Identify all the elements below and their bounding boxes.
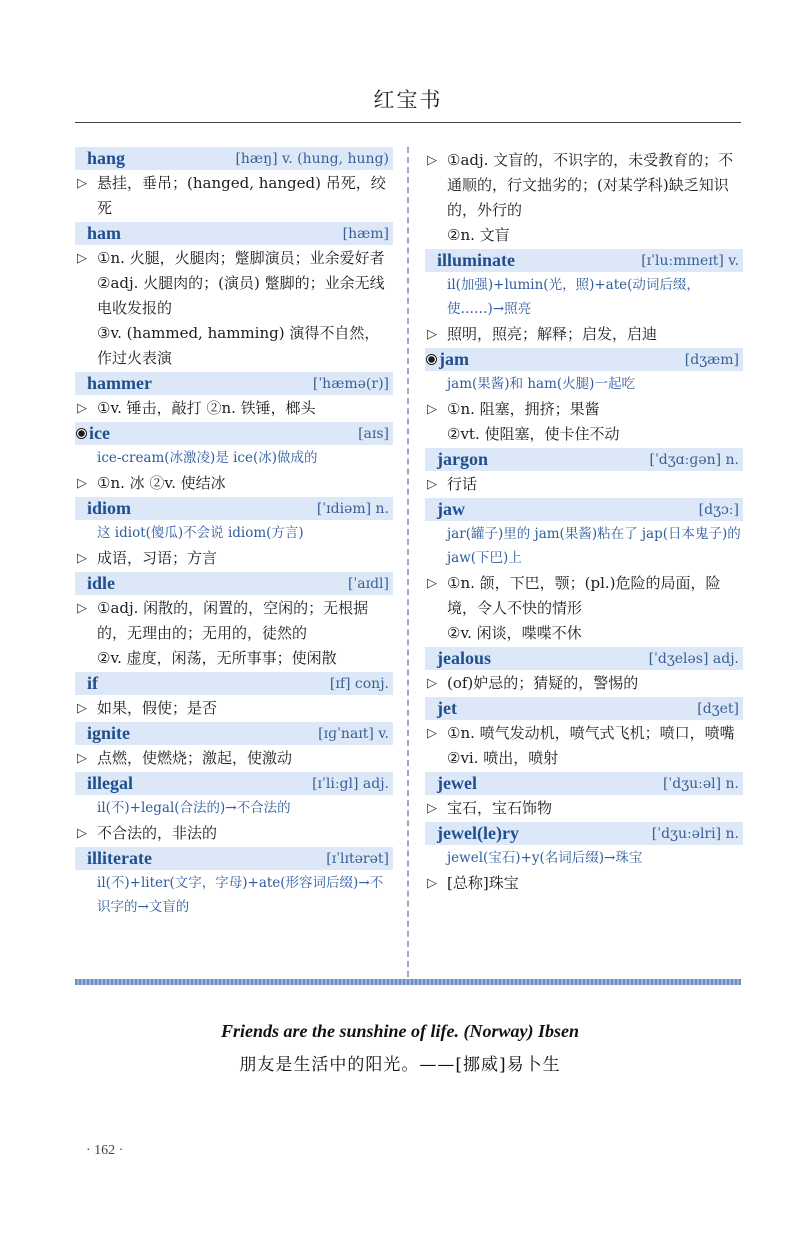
column-divider bbox=[407, 147, 409, 977]
dictionary-entry bbox=[425, 822, 743, 896]
entry-pronunciation: [ˈhæmə(r)] bbox=[312, 375, 389, 392]
entry-word: illuminate bbox=[437, 250, 516, 270]
definition-sense: ①n. 火腿，火腿肉；蹩脚演员；业余爱好者 bbox=[97, 249, 385, 267]
definition-triangle-icon: ▷ bbox=[77, 751, 87, 766]
quote-chinese: 朋友是生活中的阳光。——[挪威]易卜生 bbox=[239, 1055, 561, 1075]
entry-word: illegal bbox=[87, 773, 133, 793]
definition-triangle-icon: ▷ bbox=[427, 726, 437, 741]
definition-sense: (of)妒忌的；猜疑的，警惕的 bbox=[447, 674, 639, 692]
page-header bbox=[75, 78, 741, 123]
entry-word: jealous bbox=[437, 648, 491, 668]
definition-sense: ②v. 闲谈，喋喋不休 bbox=[447, 624, 582, 642]
dictionary-entry bbox=[75, 422, 393, 496]
entry-mnemonic: jam(果酱)和 ham(火腿)一起吃 bbox=[447, 376, 635, 392]
page-header-title: 红宝书 bbox=[373, 88, 443, 112]
entry-definition bbox=[425, 322, 743, 347]
entry-pronunciation: [dʒet] bbox=[697, 700, 739, 717]
entry-definition bbox=[75, 821, 393, 846]
entry-headword-bar bbox=[75, 497, 393, 520]
definition-triangle-icon: ▷ bbox=[427, 676, 437, 691]
key-word-bullet-icon bbox=[426, 354, 437, 365]
dictionary-entry bbox=[75, 572, 393, 671]
definition-triangle-icon: ▷ bbox=[77, 251, 87, 266]
definition-sense: 如果，假使；是否 bbox=[97, 699, 218, 717]
definition-triangle-icon: ▷ bbox=[77, 476, 87, 491]
entry-word: if bbox=[87, 673, 98, 693]
entry-word: jam bbox=[439, 349, 469, 369]
entry-pronunciation: [ˈdʒeləs] adj. bbox=[648, 650, 739, 667]
definition-sense: 照明，照亮；解释；启发，启迪 bbox=[447, 325, 658, 343]
entry-headword-bar bbox=[75, 147, 393, 170]
entry-definition bbox=[425, 721, 743, 771]
definition-sense: ①n. 阻塞，拥挤；果酱 bbox=[447, 400, 600, 418]
entry-definition bbox=[75, 596, 393, 671]
definition-triangle-icon: ▷ bbox=[427, 576, 437, 591]
definition-sense: ①adj. 闲散的，闲置的，空闲的；无根据的，无理由的；无用的，徒然的 bbox=[97, 599, 369, 642]
definition-sense: ②adj. 火腿肉的；(演员) 蹩脚的；业余无线电收发报的 bbox=[97, 274, 385, 317]
entry-pronunciation: [ˈdʒuːəl] n. bbox=[662, 775, 739, 792]
entry-definition bbox=[425, 571, 743, 646]
entry-pronunciation: [dʒæm] bbox=[684, 351, 739, 368]
entry-mnemonic: il(不)+liter(文字，字母)+ate(形容词后缀)→不识字的→文盲的 bbox=[97, 875, 384, 915]
dictionary-entry bbox=[75, 222, 393, 371]
entry-definition bbox=[425, 671, 743, 696]
entry-word: ignite bbox=[87, 723, 130, 743]
entry-word: jewel bbox=[437, 773, 477, 793]
definition-triangle-icon: ▷ bbox=[427, 876, 437, 891]
entry-pronunciation: [hæm] bbox=[342, 225, 389, 242]
quote-english: Friends are the sunshine of life. (Norway) Ibsen bbox=[220, 1021, 580, 1041]
entry-definition bbox=[425, 472, 743, 497]
dictionary-entry bbox=[75, 772, 393, 846]
dictionary-entry bbox=[425, 249, 743, 347]
dictionary-entry bbox=[425, 448, 743, 497]
definition-sense: ②vt. 使阻塞，使卡住不动 bbox=[447, 425, 620, 443]
definition-triangle-icon: ▷ bbox=[427, 402, 437, 417]
entry-mnemonic: il(加强)+lumin(光，照)+ate(动词后缀，使……)→照亮 bbox=[447, 277, 700, 317]
entry-headword-bar bbox=[75, 422, 393, 445]
entry-pronunciation: [aɪs] bbox=[358, 425, 389, 442]
definition-sense: ①n. 喷气发动机，喷气式飞机；喷口，喷嘴 bbox=[447, 724, 735, 742]
entry-mnemonic: il(不)+legal(合法的)→不合法的 bbox=[97, 800, 291, 816]
entry-word: ice bbox=[89, 423, 110, 443]
entry-pronunciation: [ˈaɪdl] bbox=[347, 575, 389, 592]
key-word-bullet-icon bbox=[76, 428, 87, 439]
entry-mnemonic: ice-cream(冰激凌)是 ice(冰)做成的 bbox=[97, 450, 318, 466]
entry-headword-bar bbox=[75, 372, 393, 395]
definition-sense: 行话 bbox=[447, 475, 478, 493]
entry-headword-bar bbox=[75, 722, 393, 745]
entry-headword-bar bbox=[75, 572, 393, 595]
entry-definition bbox=[75, 746, 393, 771]
left-column bbox=[75, 147, 393, 920]
right-column bbox=[425, 147, 743, 897]
entry-headword-bar bbox=[425, 498, 743, 521]
entry-headword-bar bbox=[75, 847, 393, 870]
entry-word: illiterate bbox=[87, 848, 152, 868]
definition-sense: 宝石，宝石饰物 bbox=[447, 799, 553, 817]
definition-triangle-icon: ▷ bbox=[77, 826, 87, 841]
entry-word: jaw bbox=[437, 499, 465, 519]
definition-triangle-icon: ▷ bbox=[427, 477, 437, 492]
entry-word: idiom bbox=[87, 498, 132, 518]
definition-triangle-icon: ▷ bbox=[427, 327, 437, 342]
dictionary-entry bbox=[75, 497, 393, 571]
entry-pronunciation: [ɪˈlɪtərət] bbox=[326, 850, 389, 867]
definition-triangle-icon: ▷ bbox=[77, 401, 87, 416]
definition-sense: 点燃，使燃烧；激起，使激动 bbox=[97, 749, 293, 767]
entry-headword-bar bbox=[425, 348, 743, 371]
dictionary-entry bbox=[75, 672, 393, 721]
entry-definition bbox=[75, 246, 393, 371]
dictionary-entry bbox=[75, 847, 393, 919]
entry-word: hang bbox=[87, 148, 126, 168]
definition-sense: ②v. 虚度，闲荡，无所事事；使闲散 bbox=[97, 649, 337, 667]
dictionary-entry bbox=[425, 498, 743, 646]
bottom-rule bbox=[75, 979, 741, 985]
entry-word: jargon bbox=[437, 449, 488, 469]
entry-pronunciation: [hæŋ] v. (hung, hung) bbox=[235, 150, 389, 167]
entry-headword-bar bbox=[425, 647, 743, 670]
entry-definition bbox=[75, 171, 393, 221]
entry-headword-bar bbox=[425, 822, 743, 845]
dictionary-entry bbox=[425, 647, 743, 696]
entry-headword-bar bbox=[75, 222, 393, 245]
definition-sense: ②n. 文盲 bbox=[447, 226, 510, 244]
dictionary-entry bbox=[425, 697, 743, 771]
definition-triangle-icon: ▷ bbox=[77, 176, 87, 191]
entry-pronunciation: [ɪˈliːgl] adj. bbox=[312, 775, 389, 792]
entry-definition bbox=[425, 148, 743, 248]
definition-sense: ①n. 冰 ②v. 使结冰 bbox=[97, 474, 226, 492]
entry-pronunciation: [dʒɔː] bbox=[698, 501, 739, 518]
entry-mnemonic: jar(罐子)里的 jam(果酱)粘在了 jap(日本鬼子)的 jaw(下巴)上 bbox=[447, 526, 741, 566]
dictionary-entry bbox=[75, 147, 393, 221]
entry-definition bbox=[425, 871, 743, 896]
definition-sense: ②vi. 喷出，喷射 bbox=[447, 749, 559, 767]
entry-definition bbox=[75, 471, 393, 496]
entry-word: hammer bbox=[87, 373, 152, 393]
entry-headword-bar bbox=[425, 448, 743, 471]
definition-triangle-icon: ▷ bbox=[77, 551, 87, 566]
entry-definition bbox=[425, 796, 743, 821]
definition-triangle-icon: ▷ bbox=[427, 153, 437, 168]
definition-sense: 成语，习语；方言 bbox=[97, 549, 218, 567]
entry-definition bbox=[75, 396, 393, 421]
definition-sense: ①v. 锤击，敲打 ②n. 铁锤，榔头 bbox=[97, 399, 316, 417]
dictionary-entry bbox=[425, 148, 743, 248]
definition-sense: [总称]珠宝 bbox=[447, 874, 519, 892]
entry-definition bbox=[75, 696, 393, 721]
entry-definition bbox=[75, 546, 393, 571]
dictionary-entry bbox=[425, 348, 743, 447]
entry-pronunciation: [ɪɡˈnaɪt] v. bbox=[318, 725, 389, 742]
dictionary-entry bbox=[425, 772, 743, 821]
entry-pronunciation: [ˈdʒuːəlri] n. bbox=[651, 825, 739, 842]
definition-sense: ①adj. 文盲的，不识字的，未受教育的；不通顺的，行文拙劣的；(对某学科)缺乏知识的，外行的 bbox=[447, 151, 734, 219]
definition-sense: ①n. 颌，下巴，颚；(pl.)危险的局面，险境，令人不快的情形 bbox=[447, 574, 721, 617]
entry-mnemonic: jewel(宝石)+y(名词后缀)→珠宝 bbox=[447, 850, 643, 866]
entry-pronunciation: [ˈdʒɑːɡən] n. bbox=[649, 451, 739, 468]
entry-headword-bar bbox=[425, 697, 743, 720]
definition-triangle-icon: ▷ bbox=[427, 801, 437, 816]
entry-pronunciation: [ɪf] conj. bbox=[329, 675, 389, 692]
entry-word: jewel(le)ry bbox=[437, 823, 519, 843]
entry-headword-bar bbox=[75, 672, 393, 695]
entry-pronunciation: [ˈɪdiəm] n. bbox=[316, 500, 389, 517]
entry-mnemonic: 这 idiot(傻瓜)不会说 idiom(方言) bbox=[97, 525, 304, 541]
entry-word: idle bbox=[87, 573, 116, 593]
entry-headword-bar bbox=[75, 772, 393, 795]
page-number: · 162 · bbox=[86, 1143, 124, 1158]
definition-sense: 不合法的，非法的 bbox=[97, 824, 218, 842]
entry-headword-bar bbox=[425, 772, 743, 795]
dictionary-entry bbox=[75, 372, 393, 421]
entry-headword-bar bbox=[425, 249, 743, 272]
definition-triangle-icon: ▷ bbox=[77, 601, 87, 616]
definition-sense: 悬挂，垂吊；(hanged, hanged) 吊死，绞死 bbox=[97, 174, 386, 217]
entry-word: jet bbox=[437, 698, 457, 718]
definition-sense: ③v. (hammed, hamming) 演得不自然，作过火表演 bbox=[97, 324, 380, 367]
entry-pronunciation: [ɪˈluːmɪneɪt] v. bbox=[641, 252, 739, 269]
entry-word: ham bbox=[87, 223, 122, 243]
definition-triangle-icon: ▷ bbox=[77, 701, 87, 716]
entry-definition bbox=[425, 397, 743, 447]
dictionary-entry bbox=[75, 722, 393, 771]
